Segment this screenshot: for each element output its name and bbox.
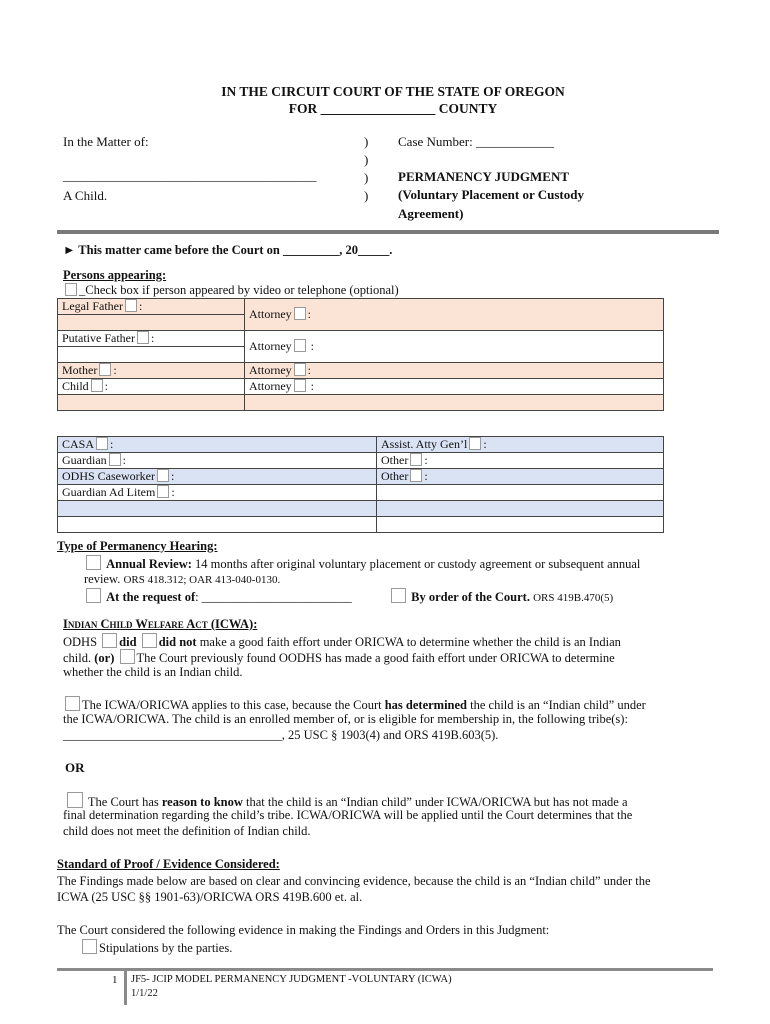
icwa-applies-line-3: ___________________________________, 25 USC § 1903(4) and ORS 419B.603(5). [63,728,499,742]
reason-to-know-checkbox[interactable] [67,792,83,808]
video-checkbox[interactable] [65,283,77,296]
paren-2: ) [364,152,369,167]
request-field[interactable]: : ________________________ [195,590,352,604]
doc-title-3: Agreement) [398,206,464,221]
footer-rule [57,968,713,971]
annual-review-line [84,555,640,572]
other-1-checkbox[interactable] [410,453,422,466]
legal-father-name-field[interactable] [58,315,245,331]
reason-line-2: final determination regarding the child’s tribe. ICWA/ORICWA will be applied until the Court determines that the [63,808,633,822]
county-line: FOR _________________ COUNTY [288,101,498,116]
child-name-line: _______________________________________ [63,168,317,183]
footer-divider [124,971,127,1005]
court-title: IN THE CIRCUIT COURT OF THE STATE OF OREGON [221,84,565,99]
table-row [58,469,664,485]
evidence-considered: The Court considered the following evidence in making the Findings and Orders in this Judgment: [57,923,550,937]
table-row [58,331,664,347]
blank-cell[interactable] [58,517,377,533]
did-not-checkbox[interactable] [142,633,157,648]
did-checkbox[interactable] [102,633,117,648]
standard-text-2: ICWA (25 USC §§ 1901-63)/ORICWA ORS 419B.600 et. al. [57,890,363,904]
blank-cell[interactable] [377,517,664,533]
footer-form-line: JF5- JCIP MODEL PERMANENCY JUDGMENT -VOLUNTARY (ICWA) [131,974,452,985]
table-row [58,453,664,469]
legal-father-cell: Legal Father : [58,299,245,315]
reason-line-3: child does not meet the definition of Indian child. [63,824,311,838]
standard-heading: Standard of Proof / Evidence Considered: [57,857,280,871]
table-row [58,485,664,501]
putative-father-name-field[interactable] [58,347,245,363]
order-checkbox[interactable] [391,588,406,603]
other-2-checkbox[interactable] [410,469,422,482]
a-child-label: A Child. [63,188,108,203]
reason-line: The Court has reason to know that the child is an “Indian child” under ICWA/ORICWA but has not made a [65,792,628,810]
table-row [58,437,664,453]
annual-review-line-2: review. ORS 418.312; OAR 413-040-0130. [84,572,281,586]
casa-cell: CASA : [58,437,377,453]
mother-attorney-cell: Attorney : [245,363,664,379]
guardian-checkbox[interactable] [109,453,121,466]
check-note [63,283,399,298]
other-1-cell: Other : [377,453,664,469]
others-table [57,436,664,533]
intro-line [63,243,392,258]
table-row [58,299,664,315]
caption-rule [57,230,719,234]
doc-title-2: (Voluntary Placement or Custody [398,187,584,202]
request-line: At the request of: ________________________ [84,588,352,605]
standard-text-1: The Findings made below are based on clear and convincing evidence, because the child is an “Indian child” under the [57,874,651,888]
paren-4: ) [364,188,369,203]
gal-cell: Guardian Ad Litem : [58,485,377,501]
previously-found-checkbox[interactable] [120,649,135,664]
guardian-cell: Guardian : [58,453,377,469]
child-attorney-checkbox[interactable] [294,379,306,392]
annual-review-text: 14 months after original voluntary placement or custody agreement or subsequent annual [195,557,641,571]
case-number: Case Number: ____________ [398,134,554,149]
other-2-cell: Other : [377,469,664,485]
icwa-previous-line-2: whether the child is an Indian child. [63,665,243,679]
annual-review-label: Annual Review: [106,557,192,571]
table-row [58,395,664,411]
icwa-effort-line: ODHS did did not make a good faith effort under ORICWA to determine whether the child is an Indian [63,635,621,649]
paren-1: ) [364,134,369,149]
putative-father-checkbox[interactable] [137,331,149,344]
putative-father-cell: Putative Father : [58,331,245,347]
icwa-applies-line-2: the ICWA/ORICWA. The child is an enrolled member of, or is eligible for membership in, the following tribe(s): [63,712,628,726]
matter-label: In the Matter of: [63,134,149,149]
paren-3: ) [364,170,369,185]
icwa-heading: Indian Child Welfare Act (ICWA): [63,617,258,631]
footer-date: 1/1/22 [131,988,158,999]
putative-father-attorney-cell: Attorney : [245,331,664,363]
or-label: OR [65,760,85,775]
page-number: 1 [112,974,118,986]
parents-table [57,298,664,411]
gal-checkbox[interactable] [157,485,169,498]
hearing-type-heading: Type of Permanency Hearing: [57,539,218,553]
request-checkbox[interactable] [86,588,101,603]
legal-father-checkbox[interactable] [125,299,137,312]
caseworker-checkbox[interactable] [157,469,169,482]
icwa-applies-checkbox[interactable] [65,696,80,711]
check-note-text: _Check box if person appeared by video or telephone (optional) [79,283,399,297]
icwa-applies-line: The ICWA/ORICWA applies to this case, because the Court has determined the child is an “Indian child” under [63,696,646,713]
stipulations-checkbox[interactable] [82,939,97,954]
legal-father-attorney-cell: Attorney : [245,299,664,331]
table-row [58,517,664,533]
table-row [58,363,664,379]
table-row [58,379,664,395]
mother-checkbox[interactable] [99,363,111,376]
child-cell: Child : [58,379,245,395]
blank-cell[interactable] [58,501,377,517]
arrow-icon: ► [63,243,76,257]
legal-father-attorney-checkbox[interactable] [294,307,306,320]
mother-cell: Mother : [58,363,245,379]
mother-attorney-checkbox[interactable] [294,363,306,376]
order-line: By order of the Court. ORS 419B.470(5) [389,588,613,605]
annual-cite: ORS 418.312; OAR 413-040-0130. [123,574,281,586]
child-attorney-cell: Attorney : [245,379,664,395]
table-row [58,501,664,517]
caseworker-cell: ODHS Caseworker : [58,469,377,485]
stipulations-line: Stipulations by the parties. [80,939,232,956]
blank-cell[interactable] [377,501,664,517]
extra-attorney-field[interactable] [245,395,664,411]
icwa-previous-line: child. (or) The Court previously found OODHS has made a good faith effort under ORICWA to determine [63,651,615,665]
doc-title-1: PERMANENCY JUDGMENT [398,169,570,184]
assist-atty-cell: Assist. Atty Gen’l : [377,437,664,453]
blank-cell[interactable] [377,485,664,501]
came-before-text: This matter came before the Court on _________, 20_____. [78,243,393,257]
annual-review-checkbox[interactable] [86,555,101,570]
child-checkbox[interactable] [91,379,103,392]
putative-father-attorney-checkbox[interactable] [294,339,306,352]
extra-party-field[interactable] [58,395,245,411]
persons-heading: Persons appearing: [63,268,167,282]
casa-checkbox[interactable] [96,437,108,450]
assist-atty-checkbox[interactable] [469,437,481,450]
